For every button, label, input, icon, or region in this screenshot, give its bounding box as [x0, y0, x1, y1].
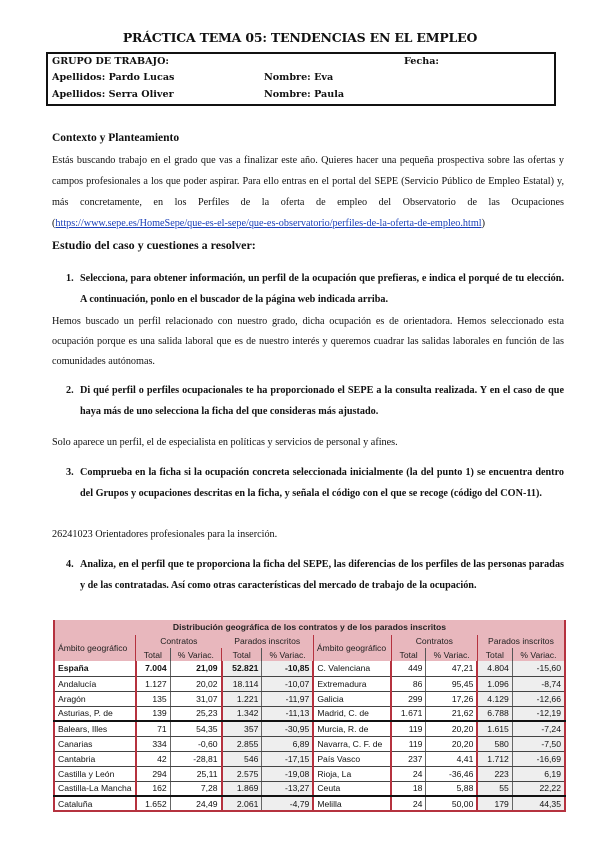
parados-var-cell: -30,95 — [262, 721, 313, 736]
contratos-total-cell: 42 — [136, 751, 171, 766]
region-cell: Navarra, C. F. de — [313, 736, 391, 751]
parados-total-cell: 1.712 — [477, 751, 512, 766]
parados-total-cell: 52.821 — [222, 661, 262, 676]
parados-var-cell: -19,08 — [262, 766, 313, 781]
parados-total-cell: 1.869 — [222, 781, 262, 796]
paren: ) — [481, 218, 486, 229]
table-row — [54, 796, 565, 811]
region-cell: Asturias, P. de — [54, 706, 136, 721]
region-header: Ámbito geográfico — [313, 634, 391, 661]
contratos-var-cell: 25,11 — [170, 766, 221, 781]
table-row — [54, 721, 565, 736]
parados-total-cell: 1.096 — [477, 676, 512, 691]
contratos-total-cell: 294 — [136, 766, 171, 781]
col-var: % Variac. — [512, 648, 565, 661]
contratos-total-cell: 299 — [391, 691, 426, 706]
parados-var-cell: -15,60 — [512, 661, 565, 676]
table-row — [54, 661, 565, 676]
parados-var-cell: -16,69 — [512, 751, 565, 766]
contratos-var-cell: 21,09 — [170, 661, 221, 676]
parados-total-cell: 546 — [222, 751, 262, 766]
parados-var-cell: 6,19 — [512, 766, 565, 781]
parados-total-cell: 223 — [477, 766, 512, 781]
region-cell: Rioja, La — [313, 766, 391, 781]
question-number: 3. — [66, 467, 74, 478]
region-cell: Andalucía — [54, 676, 136, 691]
col-total: Total — [477, 648, 512, 661]
contratos-total-cell: 24 — [391, 796, 426, 811]
region-cell: Canarias — [54, 736, 136, 751]
member-surname: Apellidos: Pardo Lucas — [52, 72, 175, 83]
contratos-total-cell: 1.652 — [136, 796, 171, 811]
question-number: 1. — [66, 273, 74, 284]
table-row — [54, 736, 565, 751]
contratos-total-cell: 71 — [136, 721, 171, 736]
region-cell: C. Valenciana — [313, 661, 391, 676]
group-contratos: Contratos — [391, 634, 477, 648]
region-cell: Madrid, C. de — [313, 706, 391, 721]
parados-var-cell: -12,19 — [512, 706, 565, 721]
question-2 — [66, 380, 564, 422]
parados-total-cell: 357 — [222, 721, 262, 736]
region-cell: Balears, Illes — [54, 721, 136, 736]
table-row — [54, 676, 565, 691]
contratos-var-cell: 20,02 — [170, 676, 221, 691]
contratos-var-cell: 5,88 — [426, 781, 477, 796]
member-surname: Apellidos: Serra Oliver — [52, 89, 174, 100]
contratos-total-cell: 119 — [391, 721, 426, 736]
page-title: PRÁCTICA TEMA 05: TENDENCIAS EN EL EMPLEO — [122, 30, 478, 45]
contratos-total-cell: 24 — [391, 766, 426, 781]
work-group-box — [46, 52, 556, 106]
parados-var-cell: -4,79 — [262, 796, 313, 811]
parados-var-cell: -10,85 — [262, 661, 313, 676]
region-cell: Galicia — [313, 691, 391, 706]
table-row — [54, 751, 565, 766]
contratos-var-cell: 20,20 — [426, 736, 477, 751]
contratos-var-cell: 54,35 — [170, 721, 221, 736]
parados-total-cell: 4.804 — [477, 661, 512, 676]
contratos-var-cell: 17,26 — [426, 691, 477, 706]
region-cell: Castilla y León — [54, 766, 136, 781]
question-number: 2. — [66, 385, 74, 396]
region-cell: España — [54, 661, 136, 676]
parados-total-cell: 1.615 — [477, 721, 512, 736]
contratos-var-cell: -0,60 — [170, 736, 221, 751]
contratos-total-cell: 135 — [136, 691, 171, 706]
parados-total-cell: 2.855 — [222, 736, 262, 751]
contratos-var-cell: 31,07 — [170, 691, 221, 706]
question-text: Comprueba en la ficha si la ocupación concreta seleccionada inicialmente (la del punto 1) se encuentra dentro del Grupos y ocupaciones descritas en la ficha, y señala el código con el que se recoge (código del CON-11). — [80, 467, 564, 499]
paren: ( — [52, 218, 56, 229]
parados-var-cell: 44,35 — [512, 796, 565, 811]
table-row — [54, 781, 565, 796]
parados-var-cell: -11,97 — [262, 691, 313, 706]
table-row — [54, 766, 565, 781]
context-paragraph — [52, 150, 564, 234]
member-name: Nombre: Eva — [264, 72, 334, 83]
contratos-total-cell: 237 — [391, 751, 426, 766]
contratos-total-cell: 7.004 — [136, 661, 171, 676]
region-cell: Castilla-La Mancha — [54, 781, 136, 796]
contratos-var-cell: 20,20 — [426, 721, 477, 736]
parados-total-cell: 1.221 — [222, 691, 262, 706]
contratos-var-cell: 7,28 — [170, 781, 221, 796]
parados-total-cell: 2.575 — [222, 766, 262, 781]
parados-total-cell: 4.129 — [477, 691, 512, 706]
parados-var-cell: 22,22 — [512, 781, 565, 796]
contratos-var-cell: 95,45 — [426, 676, 477, 691]
contratos-total-cell: 162 — [136, 781, 171, 796]
region-cell: Cantabria — [54, 751, 136, 766]
region-cell: Ceuta — [313, 781, 391, 796]
contratos-var-cell: -36,46 — [426, 766, 477, 781]
table-row — [54, 706, 565, 721]
parados-total-cell: 2.061 — [222, 796, 262, 811]
col-total: Total — [136, 648, 171, 661]
contratos-total-cell: 334 — [136, 736, 171, 751]
col-total: Total — [391, 648, 426, 661]
sepe-link[interactable]: https://www.sepe.es/HomeSepe/que-es-el-sepe/que-es-observatorio/perfiles-de-la-oferta-de-empleo.html — [55, 218, 482, 229]
context-heading: Contexto y Planteamiento — [52, 132, 180, 144]
parados-var-cell: -8,74 — [512, 676, 565, 691]
region-cell: Murcia, R. de — [313, 721, 391, 736]
parados-total-cell: 580 — [477, 736, 512, 751]
question-3 — [66, 462, 564, 504]
answer-1: Hemos buscado un perfil relacionado con nuestro grado, dicha ocupación es de orientadora. Hemos seleccionado esta ocupación porque es una salida laboral que es de nuestro interés y queremos cuadrar las salidas laborales en función de las comunidades autónomas. — [52, 316, 564, 367]
group-parados: Parados inscritos — [477, 634, 565, 648]
parados-var-cell: -13,27 — [262, 781, 313, 796]
question-text: Di qué perfil o perfiles ocupacionales te ha proporcionado el SEPE a la consulta realizada. Y en el caso de que haya más de uno selecciona la ficha del que consideras más ajustado. — [80, 385, 564, 417]
question-text: Analiza, en el perfil que te proporciona la ficha del SEPE, las diferencias de los perfiles de las personas paradas y de las contratadas. Así como otras características del mercado de trabajo de la ocupación. — [80, 559, 564, 591]
contratos-total-cell: 18 — [391, 781, 426, 796]
question-text: Selecciona, para obtener información, un perfil de la ocupación que prefieras, e indica el porqué de tu elección. A continuación, ponlo en el buscador de la página web indicada arriba. — [80, 273, 564, 305]
parados-total-cell: 6.788 — [477, 706, 512, 721]
group-parados: Parados inscritos — [222, 634, 314, 648]
parados-var-cell: -7,24 — [512, 721, 565, 736]
region-header: Ámbito geográfico — [54, 634, 136, 661]
region-cell: Aragón — [54, 691, 136, 706]
region-cell: Extremadura — [313, 676, 391, 691]
col-var: % Variac. — [170, 648, 221, 661]
parados-var-cell: 6,89 — [262, 736, 313, 751]
parados-var-cell: -7,50 — [512, 736, 565, 751]
contratos-total-cell: 139 — [136, 706, 171, 721]
parados-total-cell: 179 — [477, 796, 512, 811]
answer-2: Solo aparece un perfil, el de especialista en políticas y servicios de personal y afines. — [52, 437, 398, 448]
member-name: Nombre: Paula — [264, 89, 345, 100]
question-1 — [66, 268, 564, 310]
question-4 — [66, 554, 564, 596]
study-heading: Estudio del caso y cuestiones a resolver: — [52, 238, 256, 252]
context-text: Estás buscando trabajo en el grado que vas a finalizar este año. Quieres hacer una pequeña prospectiva sobre las ofertas y campos profesionales a los que poder aspirar. Para ello entras en el portal del SEPE (Servicio Público de Empleo Estatal) y, más concretamente, en los Perfiles de la oferta de empleo del Observatorio de las Ocupaciones — [52, 155, 564, 208]
group-label: GRUPO DE TRABAJO: — [52, 56, 169, 67]
col-var: % Variac. — [262, 648, 313, 661]
parados-var-cell: -11,13 — [262, 706, 313, 721]
contratos-var-cell: 24,49 — [170, 796, 221, 811]
date-label: Fecha: — [404, 56, 439, 67]
contratos-total-cell: 1.127 — [136, 676, 171, 691]
parados-total-cell: 1.342 — [222, 706, 262, 721]
parados-var-cell: -10,07 — [262, 676, 313, 691]
region-cell: Melilla — [313, 796, 391, 811]
col-total: Total — [222, 648, 262, 661]
contratos-total-cell: 86 — [391, 676, 426, 691]
region-cell: Cataluña — [54, 796, 136, 811]
parados-var-cell: -17,15 — [262, 751, 313, 766]
contratos-var-cell: 4,41 — [426, 751, 477, 766]
contratos-var-cell: 47,21 — [426, 661, 477, 676]
contratos-var-cell: 50,00 — [426, 796, 477, 811]
parados-total-cell: 18.114 — [222, 676, 262, 691]
contratos-total-cell: 1.671 — [391, 706, 426, 721]
table-row — [54, 691, 565, 706]
contratos-total-cell: 449 — [391, 661, 426, 676]
region-cell: País Vasco — [313, 751, 391, 766]
parados-total-cell: 55 — [477, 781, 512, 796]
contratos-var-cell: -28,81 — [170, 751, 221, 766]
question-number: 4. — [66, 559, 74, 570]
contratos-var-cell: 25,23 — [170, 706, 221, 721]
answer-3: 26241023 Orientadores profesionales para la inserción. — [52, 529, 278, 540]
table-title: Distribución geográfica de los contratos y de los parados inscritos — [54, 620, 565, 634]
group-contratos: Contratos — [136, 634, 222, 648]
contratos-total-cell: 119 — [391, 736, 426, 751]
parados-var-cell: -12,66 — [512, 691, 565, 706]
col-var: % Variac. — [426, 648, 477, 661]
contratos-var-cell: 21,62 — [426, 706, 477, 721]
geo-distribution-table — [53, 620, 566, 812]
